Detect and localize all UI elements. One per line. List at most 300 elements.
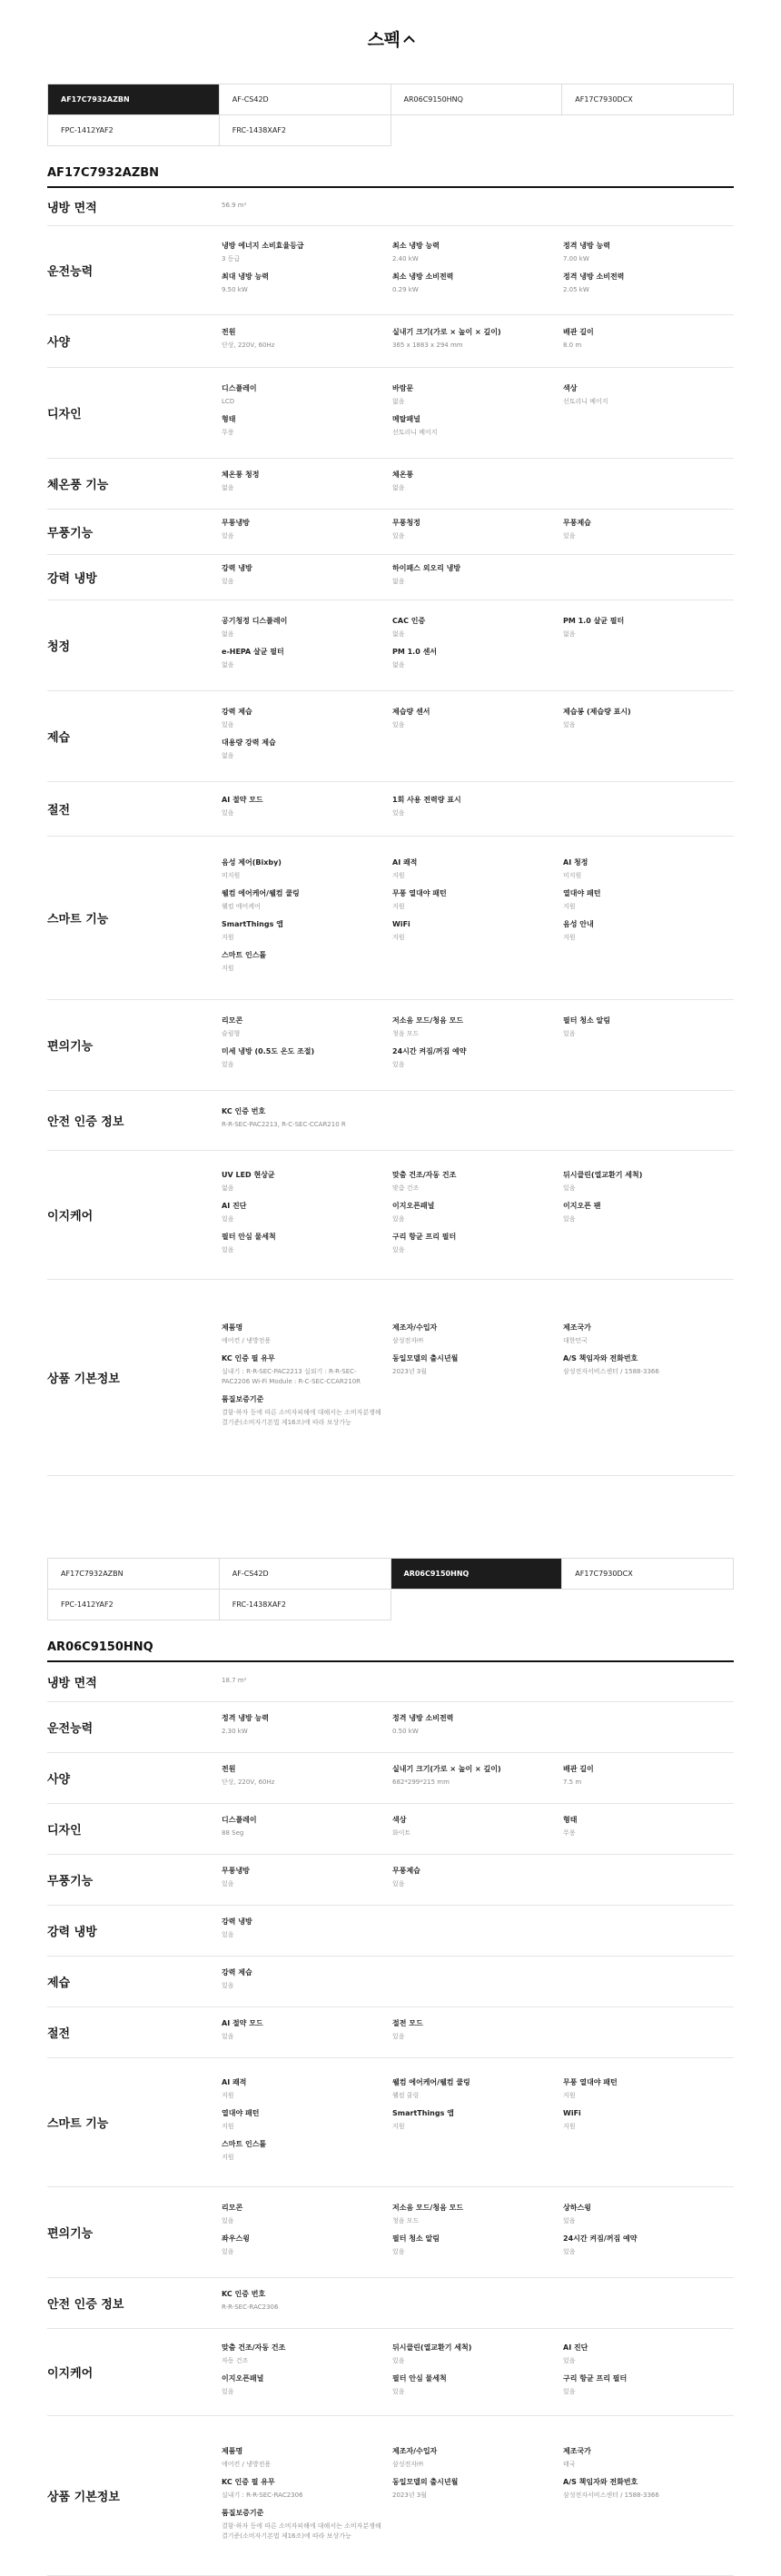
model-tabs-2 xyxy=(47,1558,734,1620)
spec-item xyxy=(222,1764,392,1788)
spec-item xyxy=(392,241,563,264)
spec-item-key: 실내기 크기(가로 × 높이 × 깊이) xyxy=(392,328,501,336)
spec-item-key: 열대야 패턴 xyxy=(563,889,601,897)
spec-item-value: 18.7 m² xyxy=(222,1677,247,1684)
spec-item-key: AI 청정 xyxy=(563,858,588,867)
spec-item-value: 지원 xyxy=(222,2092,234,2099)
spec-item xyxy=(222,1201,392,1224)
spec-item-key: 체온풍 청정 xyxy=(222,471,260,479)
spec-item xyxy=(222,1394,392,1428)
spec-item-value: 단상, 220V, 60Hz xyxy=(222,1778,275,1786)
spec-row xyxy=(47,600,734,691)
spec-item-value: R-R-SEC-RAC2306 xyxy=(222,2304,279,2311)
spec-item-key: 스마트 인스톨 xyxy=(222,2140,267,2148)
spec-item-key: 동일모델의 출시년월 xyxy=(392,2477,459,2486)
spec-item xyxy=(392,2108,563,2132)
spec-item-key: 제습봉 (제습량 표시) xyxy=(563,708,631,716)
spec-item-key: AI 절약 모드 xyxy=(222,2019,263,2027)
spec-item-key: 바람문 xyxy=(392,384,414,392)
spec-item xyxy=(222,272,392,295)
spec-item xyxy=(392,857,563,881)
spec-item-value: R-R-SEC-PAC2213, R-C-SEC-CCAR210 R xyxy=(222,1121,346,1128)
spec-item xyxy=(392,414,563,438)
model-tab[interactable]: FPC-1412YAF2 xyxy=(48,1590,220,1620)
spec-row-label: 무풍기능 xyxy=(47,527,94,540)
spec-item-value: 8.0 m xyxy=(563,342,582,349)
spec-item xyxy=(392,2373,563,2397)
model-tab[interactable]: AR06C9150HNQ xyxy=(391,1559,563,1590)
spec-item xyxy=(392,1170,563,1194)
spec-row-label: 냉방 면적 xyxy=(47,202,97,215)
spec-item xyxy=(222,857,392,881)
spec-cells xyxy=(222,2329,734,2415)
spec-item-value: 있음 xyxy=(222,532,234,540)
spec-cells xyxy=(222,226,734,314)
spec-item-value: 화이트 xyxy=(392,1829,411,1837)
spec-item xyxy=(222,1967,392,1991)
spec-item-value: 지원 xyxy=(563,2123,576,2130)
spec-item xyxy=(222,2077,392,2101)
spec-item-value: 2023년 3월 xyxy=(392,2491,428,2499)
spec-item-key: A/S 책임자와 전화번호 xyxy=(563,2477,638,2486)
spec-row xyxy=(47,2058,734,2187)
spec-cells xyxy=(222,188,734,225)
model-tab[interactable]: AF17C7930DCX xyxy=(562,1559,734,1590)
spec-item-value: 무풍 xyxy=(222,429,234,436)
model-tab[interactable]: AF17C7930DCX xyxy=(562,84,734,115)
spec-item-key: AI 쾌적 xyxy=(222,2078,247,2086)
spec-item-value: 삼성전자㈜ xyxy=(392,1337,424,1344)
spec-header[interactable] xyxy=(0,0,781,84)
spec-item-key: 전원 xyxy=(222,1765,236,1773)
spec-item xyxy=(392,1713,563,1737)
tab-placeholder xyxy=(562,1590,734,1620)
spec-item xyxy=(222,2234,392,2257)
spec-row xyxy=(47,226,734,315)
spec-row-label: 청정 xyxy=(47,640,71,654)
spec-item xyxy=(563,1764,734,1788)
spec-item-key: 냉방 에너지 소비효율등급 xyxy=(222,242,304,250)
spec-row xyxy=(47,1091,734,1151)
spec-item-value: 없음 xyxy=(222,484,234,491)
spec-item-value: 결함·하자 등에 따른 소비자피해에 대해서는 소비자분쟁해결기준(소비자기본법 제16조)에 따라 보상가능 xyxy=(222,1409,381,1426)
spec-item-value: 미지원 xyxy=(563,872,582,879)
spec-item-value: 슬림형 xyxy=(222,1030,241,1037)
spec-item-key: 형태 xyxy=(222,415,236,423)
spec-item-value: 있음 xyxy=(222,1061,234,1068)
spec-item xyxy=(392,2018,563,2042)
spec-row xyxy=(47,1280,734,1476)
spec-item-value: 있음 xyxy=(392,1246,405,1253)
spec-item-key: SmartThings 앱 xyxy=(392,2109,454,2117)
spec-row-label: 운전능력 xyxy=(47,1722,94,1736)
spec-item-key: KC 인증 필 유무 xyxy=(222,1354,275,1362)
spec-item-value: 없음 xyxy=(222,661,234,669)
spec-item xyxy=(222,1917,392,1940)
spec-item xyxy=(222,616,392,639)
spec-item-key: 강력 냉방 xyxy=(222,1917,252,1926)
spec-item-value: 없음 xyxy=(222,1184,234,1192)
spec-row-label: 안전 인증 정보 xyxy=(47,2298,124,2312)
spec-cells xyxy=(222,1091,734,1150)
spec-item xyxy=(222,738,392,761)
spec-row xyxy=(47,2007,734,2058)
spec-item xyxy=(222,563,392,587)
spec-item-key: 이지오픈패널 xyxy=(222,2374,264,2383)
spec-item xyxy=(222,1815,392,1838)
spec-item-value: 에어컨 / 냉방전용 xyxy=(222,2460,272,2468)
spec-item-key: 제조국가 xyxy=(563,2446,591,2455)
spec-item-value: 7.5 m xyxy=(563,1778,582,1786)
spec-item xyxy=(563,2343,734,2366)
spec-item-key: 강력 제습 xyxy=(222,708,252,716)
spec-item-value: 무풍 xyxy=(563,1829,576,1837)
spec-item xyxy=(222,198,392,211)
spec-item-key: 맞춤 건조/자동 건조 xyxy=(222,2343,286,2352)
spec-item xyxy=(222,2446,392,2470)
spec-item xyxy=(563,888,734,912)
spec-item-value: 있음 xyxy=(563,532,576,540)
spec-item-value: 지원 xyxy=(222,2123,234,2130)
spec-item-key: KC 인증 번호 xyxy=(222,2290,266,2298)
spec-cells xyxy=(222,368,734,458)
spec-item-value: 삼성전자㈜ xyxy=(392,2460,424,2468)
spec-item-key: WiFi xyxy=(563,2109,581,2117)
spec-item-value: 지원 xyxy=(222,934,234,941)
spec-item xyxy=(392,2077,563,2101)
spec-item-value: 없음 xyxy=(563,630,576,638)
spec-item-value: 있음 xyxy=(563,721,576,728)
spec-item-key: 무풍제습 xyxy=(392,1867,420,1875)
spec-item-key: 강력 냉방 xyxy=(222,564,252,572)
spec-item-value: 태국 xyxy=(563,2460,576,2468)
spec-item-key: 전원 xyxy=(222,328,236,336)
spec-row-label: 냉방 면적 xyxy=(47,1677,97,1690)
spec-item-value: 지원 xyxy=(563,2092,576,2099)
spec-item-value: 있음 xyxy=(222,1931,234,1938)
spec-item-key: 좌우스윙 xyxy=(222,2234,250,2243)
spec-item-key: A/S 책임자와 전화번호 xyxy=(563,1354,638,1362)
spec-item xyxy=(563,2203,734,2226)
spec-item-value: 있음 xyxy=(563,1215,576,1223)
spec-item-key: 디스플레이 xyxy=(222,384,257,392)
spec-row-label: 편의기능 xyxy=(47,1040,94,1054)
spec-item-value: 있음 xyxy=(392,2033,405,2040)
spec-item xyxy=(563,518,734,541)
spec-row-label: 무풍기능 xyxy=(47,1875,94,1888)
model-tab[interactable]: AF-CS42D xyxy=(220,84,391,115)
spec-item-key: 음성 안내 xyxy=(563,920,594,928)
spec-row xyxy=(47,1662,734,1702)
spec-item xyxy=(222,1106,392,1130)
spec-item-value: 682*299*215 mm xyxy=(392,1778,450,1786)
spec-item-value: 7.00 kW xyxy=(563,255,589,263)
spec-item xyxy=(563,383,734,407)
spec-item-value: LCD xyxy=(222,398,235,405)
spec-item-value: 있음 xyxy=(222,2217,234,2224)
spec-item-value: 지원 xyxy=(222,2154,234,2161)
spec-item-value: 지원 xyxy=(222,965,234,972)
spec-row xyxy=(47,837,734,1000)
spec-item xyxy=(392,1046,563,1070)
spec-row xyxy=(47,2416,734,2576)
spec-row xyxy=(47,1151,734,1280)
spec-item xyxy=(222,1866,392,1889)
spec-cells xyxy=(222,555,734,599)
spec-cells xyxy=(222,1753,734,1803)
spec-item-key: 뒤시클린(열교환기 세척) xyxy=(563,1171,643,1179)
spec-row xyxy=(47,2278,734,2329)
spec-item xyxy=(222,1323,392,1346)
spec-item-value: 0.50 kW xyxy=(392,1728,419,1735)
spec-row-label: 상품 기본정보 xyxy=(47,2491,120,2504)
spec-item-value: 삼성전자서비스센터 / 1588-3366 xyxy=(563,1368,659,1375)
spec-item xyxy=(563,857,734,881)
spec-item xyxy=(222,470,392,493)
spec-item-key: 절전 모드 xyxy=(392,2019,423,2027)
spec-item-value: 있음 xyxy=(222,2388,234,2395)
spec-item-key: 1회 사용 전력량 표시 xyxy=(392,796,461,804)
spec-cells xyxy=(222,459,734,509)
spec-item-key: 색상 xyxy=(563,384,578,392)
spec-cells xyxy=(222,315,734,367)
spec-item xyxy=(222,1232,392,1255)
model-tab[interactable]: FRC-1438XAF2 xyxy=(220,1590,391,1620)
spec-item xyxy=(392,1815,563,1838)
spec-row xyxy=(47,510,734,555)
spec-item-value: 있음 xyxy=(222,809,234,817)
spec-row-label: 사양 xyxy=(47,336,71,350)
spec-item-key: 형태 xyxy=(563,1816,578,1824)
spec-item-key: 필터 청소 알림 xyxy=(392,2234,440,2243)
spec-item xyxy=(563,1353,734,1387)
spec-item xyxy=(392,2446,563,2470)
spec-item xyxy=(222,1673,392,1686)
spec-item-key: 무풍 열대야 패턴 xyxy=(392,889,447,897)
spec-item-value: 지원 xyxy=(563,934,576,941)
spec-item-key: 동일모델의 출시년월 xyxy=(392,1354,459,1362)
spec-item-value: 있음 xyxy=(392,809,405,817)
spec-item xyxy=(563,2234,734,2257)
spec-item-value: 있음 xyxy=(563,1030,576,1037)
spec-table xyxy=(0,188,781,1476)
model-tab[interactable]: FPC-1412YAF2 xyxy=(48,115,220,146)
spec-item xyxy=(392,1866,563,1889)
spec-item-value: 있음 xyxy=(222,2033,234,2040)
spec-row-label: 강력 냉방 xyxy=(47,572,97,586)
spec-item-value: 2023년 3월 xyxy=(392,1368,428,1375)
spec-row xyxy=(47,1855,734,1906)
model-tab[interactable]: AF-CS42D xyxy=(220,1559,391,1590)
spec-item-key: 정격 냉방 능력 xyxy=(222,1714,269,1722)
spec-item xyxy=(563,272,734,295)
spec-item xyxy=(222,1016,392,1039)
spec-item-value: 2.30 kW xyxy=(222,1728,248,1735)
spec-item xyxy=(222,383,392,407)
spec-item-value: 실내기 : R-R-SEC-RAC2306 xyxy=(222,2491,303,2499)
chevron-up-icon xyxy=(403,35,415,47)
spec-item xyxy=(392,383,563,407)
spec-item-value: 있음 xyxy=(222,2248,234,2255)
spec-item-value: 365 x 1883 x 294 mm xyxy=(392,342,463,349)
spec-cells xyxy=(222,1151,734,1279)
spec-item-key: 음성 제어(Bixby) xyxy=(222,858,282,867)
spec-item xyxy=(222,888,392,912)
spec-row xyxy=(47,2187,734,2278)
spec-item-key: KC 인증 번호 xyxy=(222,1107,266,1115)
spec-item-value: 있음 xyxy=(222,1215,234,1223)
spec-item xyxy=(222,518,392,541)
spec-row xyxy=(47,1753,734,1804)
spec-item-key: 웰컴 에어케어/웰컴 쿨링 xyxy=(392,2078,470,2086)
spec-row-label: 절전 xyxy=(47,2027,71,2041)
spec-item-value: 지원 xyxy=(392,872,405,879)
spec-item xyxy=(392,1764,563,1788)
spec-item-value: 삼성전자서비스센터 / 1588-3366 xyxy=(563,2491,659,2499)
spec-row xyxy=(47,315,734,368)
spec-item xyxy=(222,1353,392,1387)
spec-item xyxy=(222,2139,392,2163)
spec-item xyxy=(563,1201,734,1224)
spec-item-key: 체온풍 xyxy=(392,471,414,479)
product-name: AF17C7932AZBN xyxy=(47,146,734,188)
spec-cells xyxy=(222,1957,734,2006)
spec-cells xyxy=(222,2058,734,2186)
spec-item xyxy=(392,2343,563,2366)
spec-item-value: 2.05 kW xyxy=(563,286,589,293)
spec-row-label: 제습 xyxy=(47,731,71,745)
spec-item-key: 리모콘 xyxy=(222,2204,243,2212)
spec-item-value: 있음 xyxy=(392,721,405,728)
spec-item-key: 뒤시클린(열교환기 세척) xyxy=(392,2343,472,2352)
spec-item-key: 제조국가 xyxy=(563,1323,591,1332)
spec-item xyxy=(222,2477,392,2501)
spec-item-key: PM 1.0 살균 필터 xyxy=(563,617,625,625)
spec-item-value: 없음 xyxy=(392,484,405,491)
spec-item xyxy=(392,1201,563,1224)
spec-item xyxy=(563,1815,734,1838)
spec-item-value: 있음 xyxy=(563,1184,576,1192)
spec-item-key: 대용량 강력 제습 xyxy=(222,738,276,747)
spec-item-key: 디스플레이 xyxy=(222,1816,257,1824)
spec-item-key: 제조자/수입자 xyxy=(392,2446,438,2455)
spec-item-key: 24시간 켜짐/꺼짐 예약 xyxy=(563,2234,638,2243)
tab-placeholder xyxy=(391,1590,563,1620)
model-tab[interactable]: AF17C7932AZBN xyxy=(48,1559,220,1590)
spec-row-label: 절전 xyxy=(47,804,71,817)
spec-cells xyxy=(222,1702,734,1752)
spec-item-value: 있음 xyxy=(222,1982,234,1989)
tab-placeholder xyxy=(391,115,563,146)
spec-item xyxy=(392,707,563,730)
spec-row-label: 스마트 기능 xyxy=(47,2117,109,2131)
spec-item-value: 단상, 220V, 60Hz xyxy=(222,342,275,349)
spec-item-key: 이지오픈 팬 xyxy=(563,1202,601,1210)
model-tab[interactable]: AF17C7932AZBN xyxy=(48,84,220,115)
spec-item-value: 2.40 kW xyxy=(392,255,419,263)
spec-item-key: 맞춤 건조/자동 건조 xyxy=(392,1171,457,1179)
spec-item-value: 청음 모드 xyxy=(392,2217,420,2224)
spec-item xyxy=(222,795,392,818)
spec-item-key: 최소 냉방 소비전력 xyxy=(392,272,454,281)
spec-item xyxy=(392,327,563,351)
spec-item-value: 있음 xyxy=(222,578,234,585)
spec-item-key: 무풍냉방 xyxy=(222,1867,250,1875)
spec-row xyxy=(47,691,734,782)
spec-item-value: 없음 xyxy=(392,661,405,669)
spec-item-value: 있음 xyxy=(563,2217,576,2224)
spec-item xyxy=(222,1046,392,1070)
spec-item-key: WiFi xyxy=(392,920,410,928)
spec-row-label: 안전 인증 정보 xyxy=(47,1115,124,1129)
spec-item xyxy=(563,2108,734,2132)
spec-item-key: 정격 냉방 능력 xyxy=(563,242,610,250)
spec-item xyxy=(222,1713,392,1737)
spec-item xyxy=(392,795,563,818)
spec-item-value: 있음 xyxy=(563,2388,576,2395)
spec-item xyxy=(563,241,734,264)
spec-item-key: 미세 냉방 (0.5도 온도 조절) xyxy=(222,1047,315,1055)
spec-item-value: 지원 xyxy=(563,903,576,910)
spec-item-key: 리모콘 xyxy=(222,1016,243,1025)
spec-title: 스펙 xyxy=(367,30,400,50)
spec-item xyxy=(392,2234,563,2257)
spec-row xyxy=(47,459,734,510)
spec-row-label: 상품 기본정보 xyxy=(47,1372,120,1386)
spec-cells xyxy=(222,1000,734,1090)
spec-item xyxy=(563,327,734,351)
spec-item-value: 있음 xyxy=(222,1246,234,1253)
spec-item-key: 무풍청정 xyxy=(392,519,420,527)
spec-item-value: 선토리니 베이지 xyxy=(563,398,608,405)
spec-item xyxy=(222,2108,392,2132)
spec-item xyxy=(563,2477,734,2501)
model-tab[interactable]: FRC-1438XAF2 xyxy=(220,115,391,146)
spec-item-key: PM 1.0 센서 xyxy=(392,648,438,656)
spec-item-value: 선토리니 베이지 xyxy=(392,429,438,436)
spec-item-key: UV LED 현상균 xyxy=(222,1171,275,1179)
spec-item-value: 3 등급 xyxy=(222,255,241,263)
spec-row-label: 이지케어 xyxy=(47,2367,94,2381)
spec-cells xyxy=(222,1662,734,1701)
spec-item xyxy=(392,1323,563,1346)
model-tab[interactable]: AR06C9150HNQ xyxy=(391,84,563,115)
spec-item-key: AI 진단 xyxy=(222,1202,247,1210)
spec-item-value: 지원 xyxy=(392,934,405,941)
spec-item-key: SmartThings 앱 xyxy=(222,920,283,928)
spec-item-value: 없음 xyxy=(392,630,405,638)
spec-item xyxy=(392,647,563,670)
tab-placeholder xyxy=(562,115,734,146)
spec-item-key: 저소음 모드/청음 모드 xyxy=(392,2204,464,2212)
spec-item xyxy=(222,2373,392,2397)
spec-item xyxy=(222,647,392,670)
spec-item-value: 있음 xyxy=(392,532,405,540)
spec-item xyxy=(563,2446,734,2470)
spec-row-label: 체온풍 기능 xyxy=(47,479,109,492)
spec-row xyxy=(47,1804,734,1855)
spec-item xyxy=(222,707,392,730)
spec-row-label: 사양 xyxy=(47,1773,71,1787)
spec-item xyxy=(222,2203,392,2226)
spec-item-key: 제습량 센서 xyxy=(392,708,430,716)
spec-item xyxy=(222,327,392,351)
spec-item xyxy=(392,272,563,295)
spec-row xyxy=(47,2329,734,2416)
spec-item-key: 배관 길이 xyxy=(563,1765,594,1773)
spec-item-key: 필터 안심 물세척 xyxy=(222,1233,276,1241)
spec-item-value: 미지원 xyxy=(222,872,241,879)
